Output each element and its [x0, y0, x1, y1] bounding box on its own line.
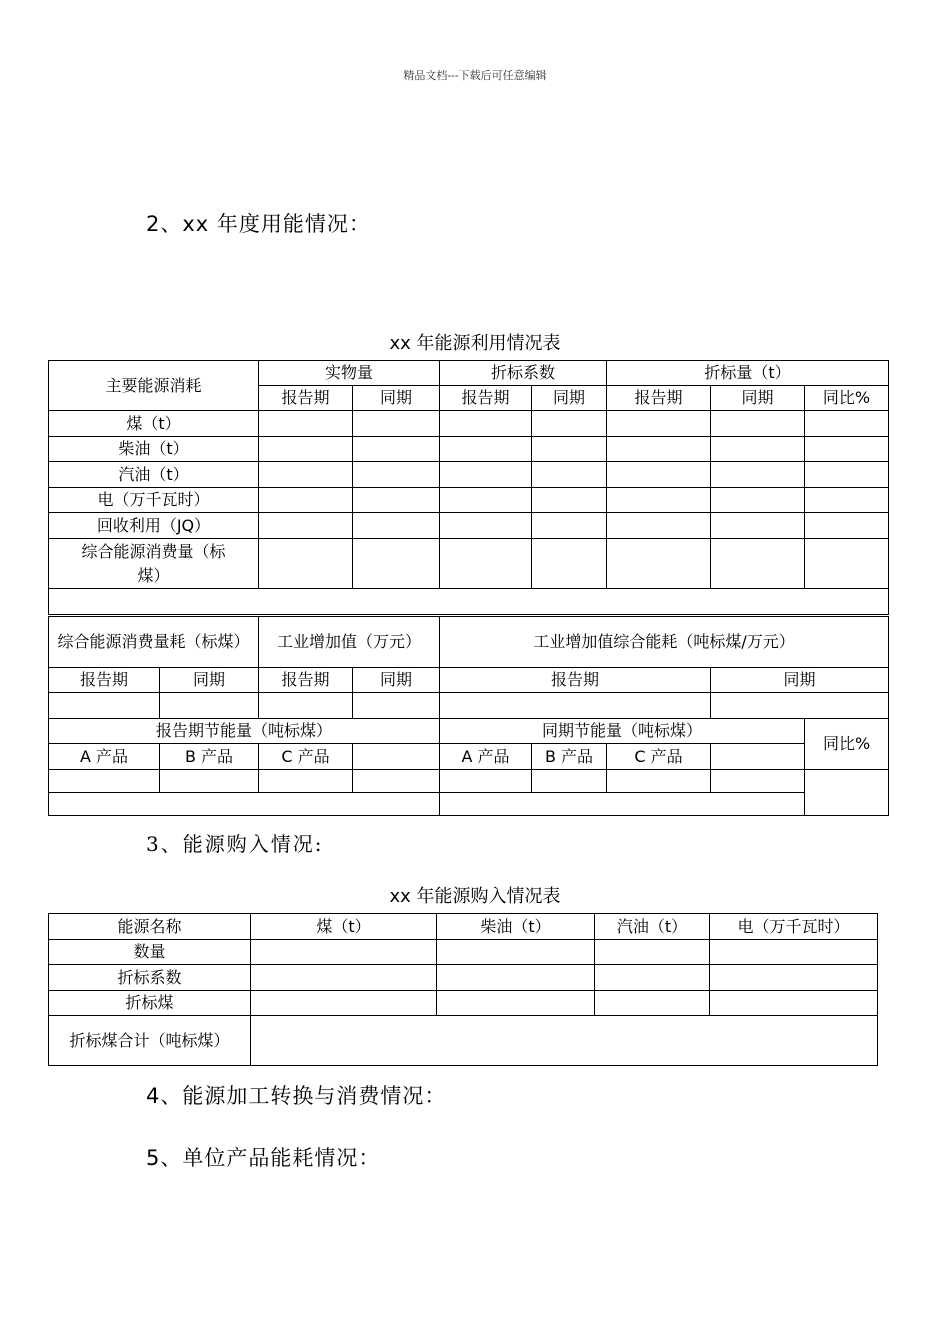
row-label-coal: 煤（t） — [49, 411, 259, 437]
header-yoy: 同比% — [805, 386, 889, 411]
header-yoy: 同比% — [805, 719, 889, 770]
spacer-row — [49, 589, 889, 615]
header-energy-name: 能源名称 — [49, 914, 251, 940]
row-label-conversion-coefficient: 折标系数 — [49, 965, 251, 991]
header-report-period: 报告期 — [49, 668, 160, 693]
row-label-quantity: 数量 — [49, 940, 251, 965]
added-value-table — [48, 616, 889, 816]
row-label-standard-coal-total: 折标煤合计（吨标煤） — [49, 1016, 251, 1066]
header-coal: 煤（t） — [251, 914, 437, 940]
header-consumption-standard-coal: 综合能源消费量耗（标煤） — [49, 617, 259, 668]
row-label-diesel: 柴油（t） — [49, 437, 259, 462]
header-same-period: 同期 — [711, 386, 805, 411]
product-a-label: A 产品 — [440, 744, 532, 770]
section-2-heading: 2、xx 年度用能情况： — [146, 212, 371, 236]
product-a-label: A 产品 — [49, 744, 160, 770]
watermark: 精品文档---下载后可任意编辑 — [403, 69, 547, 82]
section-4-heading: 4、能源加工转换与消费情况： — [146, 1084, 447, 1108]
header-gasoline: 汽油（t） — [595, 914, 710, 940]
header-same-period: 同期 — [711, 668, 889, 693]
header-report-period: 报告期 — [259, 668, 353, 693]
header-same-period: 同期 — [353, 668, 440, 693]
product-b-label: B 产品 — [532, 744, 607, 770]
section-3-heading: 3、能源购入情况: — [146, 832, 324, 856]
header-same-period: 同期 — [160, 668, 259, 693]
product-c-label: C 产品 — [607, 744, 711, 770]
header-main-energy: 主要能源消耗 — [49, 361, 259, 411]
row-label-total-consumption: 综合能源消费量（标煤） — [49, 539, 259, 589]
header-physical-quantity: 实物量 — [259, 361, 440, 386]
table1-caption: xx 年能源利用情况表 — [389, 333, 561, 354]
header-report-period-saving: 报告期节能量（吨标煤） — [49, 719, 440, 744]
header-report-period: 报告期 — [440, 668, 711, 693]
row-label-standard-coal: 折标煤 — [49, 991, 251, 1016]
header-industrial-added-value: 工业增加值（万元） — [259, 617, 440, 668]
header-diesel: 柴油（t） — [437, 914, 595, 940]
header-combined-energy-intensity: 工业增加值综合能耗（吨标煤/万元） — [440, 617, 889, 668]
table3-caption: xx 年能源购入情况表 — [389, 886, 561, 907]
product-c-label: C 产品 — [259, 744, 353, 770]
header-same-period-saving: 同期节能量（吨标煤） — [440, 719, 805, 744]
product-b-label: B 产品 — [160, 744, 259, 770]
header-same-period: 同期 — [532, 386, 607, 411]
row-label-electricity: 电（万千瓦时） — [49, 488, 259, 513]
energy-purchase-table — [48, 913, 878, 1066]
row-label-recycling: 回收利用（JQ） — [49, 513, 259, 539]
section-5-heading: 5、单位产品能耗情况： — [146, 1146, 381, 1170]
header-same-period: 同期 — [353, 386, 440, 411]
header-report-period: 报告期 — [259, 386, 353, 411]
header-report-period: 报告期 — [440, 386, 532, 411]
row-label-gasoline: 汽油（t） — [49, 462, 259, 488]
header-report-period: 报告期 — [607, 386, 711, 411]
header-electricity: 电（万千瓦时） — [710, 914, 878, 940]
header-standard-quantity: 折标量（t） — [607, 361, 889, 386]
energy-utilization-table — [48, 360, 889, 615]
header-conversion-coefficient: 折标系数 — [440, 361, 607, 386]
